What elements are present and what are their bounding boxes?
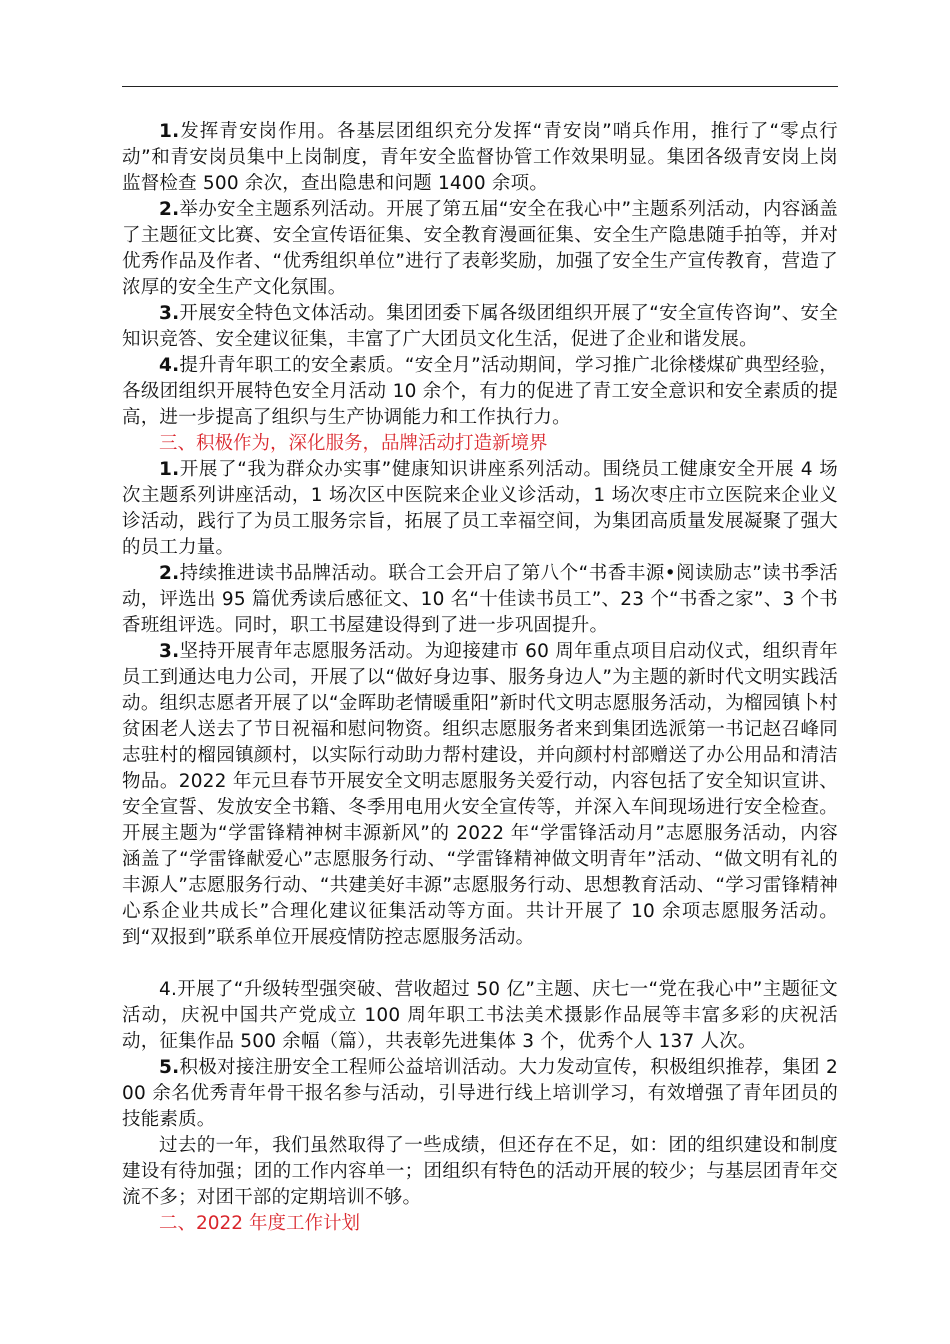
paragraph-3-2: 2.持续推进读书品牌活动。联合工会开启了第八个“书香丰源•阅读励志”读书季活动，评选出 95 篇优秀读后感征文、10 名“十佳读书员工”、23 个“书香之家”、3 个书香班组评选。同时，职工书屋建设得到了进一步巩固提升。	[122, 563, 838, 636]
section-heading-3: 三、积极作为，深化服务，品牌活动打造新境界	[159, 433, 548, 454]
summary-paragraph: 过去的一年，我们虽然取得了一些成绩，但还存在不足，如：团的组织建设和制度建设有待加强；团的工作内容单一；团组织有特色的活动开展的较少；与基层团青年交流不多；对团干部的定期培训不够。	[122, 1135, 838, 1208]
paragraph-1-2: 2.举办安全主题系列活动。开展了第五届“安全在我心中”主题系列活动，内容涵盖了主题征文比赛、安全宣传语征集、安全教育漫画征集、安全生产隐患随手拍等，并对优秀作品及作者、“优秀组织单位”进行了表彰奖励，加强了安全生产宣传教育，营造了浓厚的安全生产文化氛围。	[122, 199, 838, 298]
paragraph-3-3: 3.坚持开展青年志愿服务活动。为迎接建市 60 周年重点项目启动仪式，组织青年员工到通达电力公司，开展了以“做好身边事、服务身边人”为主题的新时代文明实践活动。组织志愿者开展了以“金晖助老情暖重阳”新时代文明志愿服务活动，为榴园镇卜村贫困老人送去了节日祝福和慰问物资。组织志愿服务者来到集团选派第一书记赵召峰同志驻村的榴园镇颜村，以实际行动助力帮村建设，并向颜村村部赠送了办公用品和清洁物品。2022 年元旦春节开展安全文明志愿服务关爱行动，内容包括了安全知识宣讲、安全宣誓、发放安全书籍、冬季用电用火安全宣传等，并深入车间现场进行安全检查。开展主题为“学雷锋精神树丰源新风”的 2022 年“学雷锋活动月”志愿服务活动，内容涵盖了“学雷锋献爱心”志愿服务行动、“学雷锋精神做文明青年”活动、“做文明有礼的丰源人”志愿服务行动、“共建美好丰源”志愿服务行动、思想教育活动、“学习雷锋精神心系企业共成长”合理化建议征集活动等方面。共计开展了 10 余项志愿服务活动。到“双报到”联系单位开展疫情防控志愿服务活动。	[122, 641, 838, 948]
section-heading-2022-plan: 二、2022 年度工作计划	[159, 1213, 360, 1234]
paragraph-1-1: 1.发挥青安岗作用。各基层团组织充分发挥“青安岗”哨兵作用，推行了“零点行动”和青安岗员集中上岗制度，青年安全监督协管工作效果明显。集团各级青安岗上岗监督检查 500 余次，查出隐患和问题 1400 余项。	[122, 121, 838, 194]
document-body	[122, 119, 838, 1237]
paragraph-3-5: 5.积极对接注册安全工程师公益培训活动。大力发动宣传，积极组织推荐，集团 200 余名优秀青年骨干报名参与活动，引导进行线上培训学习，有效增强了青年团员的技能素质。	[122, 1057, 838, 1130]
blank-line	[122, 951, 838, 977]
paragraph-3-1: 1.开展了“我为群众办实事”健康知识讲座系列活动。围绕员工健康安全开展 4 场次主题系列讲座活动，1 场次区中医院来企业义诊活动，1 场次枣庄市立医院来企业义诊活动，践行了为员工服务宗旨，拓展了员工幸福空间，为集团高质量发展凝聚了强大的员工力量。	[122, 459, 838, 558]
header-rule	[122, 86, 838, 87]
paragraph-3-4: 4.开展了“升级转型强突破、营收超过 50 亿”主题、庆七一“党在我心中”主题征文活动，庆祝中国共产党成立 100 周年职工书法美术摄影作品展等丰富多彩的庆祝活动，征集作品 500 余幅（篇），共表彰先进集体 3 个，优秀个人 137 人次。	[122, 979, 838, 1052]
paragraph-1-4: 4.提升青年职工的安全素质。“安全月”活动期间，学习推广北徐楼煤矿典型经验，各级团组织开展特色安全月活动 10 余个，有力的促进了青工安全意识和安全素质的提高，进一步提高了组织与生产协调能力和工作执行力。	[122, 355, 838, 428]
paragraph-1-3: 3.开展安全特色文体活动。集团团委下属各级团组织开展了“安全宣传咨询”、安全知识竞答、安全建议征集，丰富了广大团员文化生活，促进了企业和谐发展。	[122, 303, 838, 350]
